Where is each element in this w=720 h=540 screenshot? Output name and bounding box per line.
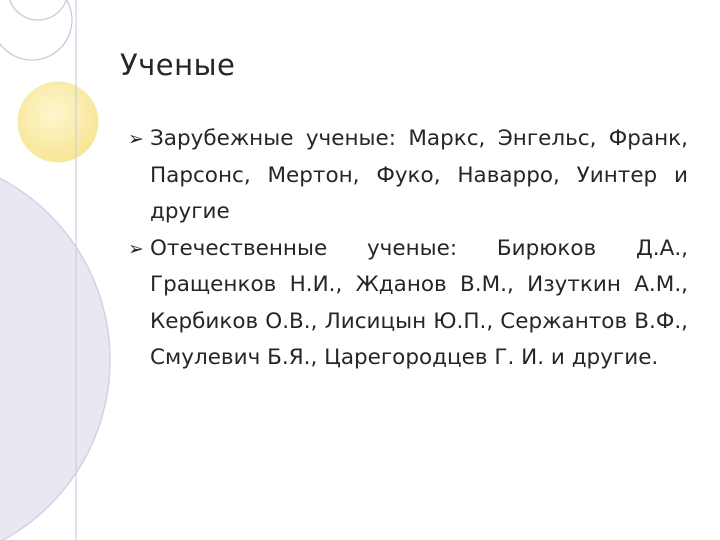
bullet-item-domestic-scientists	[128, 231, 688, 377]
bullet-text: Отечественные ученые: Бирюков Д.А., Гращенков Н.И., Жданов В.М., Изуткин А.М., Кербиков О.В., Лисицын Ю.П., Сержантов В.Ф., Смулевич Б.Я., Царегородцев Г. И. и другие.	[150, 235, 688, 370]
bullet-text: Зарубежные ученые: Маркс, Энгельс, Франк, Парсонс, Мертон, Фуко, Наварро, Уинтер и другие	[150, 126, 688, 224]
arrow-bullet-icon: ➢	[128, 237, 144, 260]
slide-title: Ученые	[120, 48, 236, 82]
outline-circle-shape	[8, 0, 68, 20]
lavender-circle-shape	[0, 155, 110, 540]
outline-circle-shape	[0, 0, 72, 60]
yellow-circle-shape	[16, 80, 100, 164]
arrow-bullet-icon: ➢	[128, 128, 144, 150]
bullet-item-foreign-scientists	[128, 121, 688, 231]
bullet-list	[128, 121, 688, 377]
